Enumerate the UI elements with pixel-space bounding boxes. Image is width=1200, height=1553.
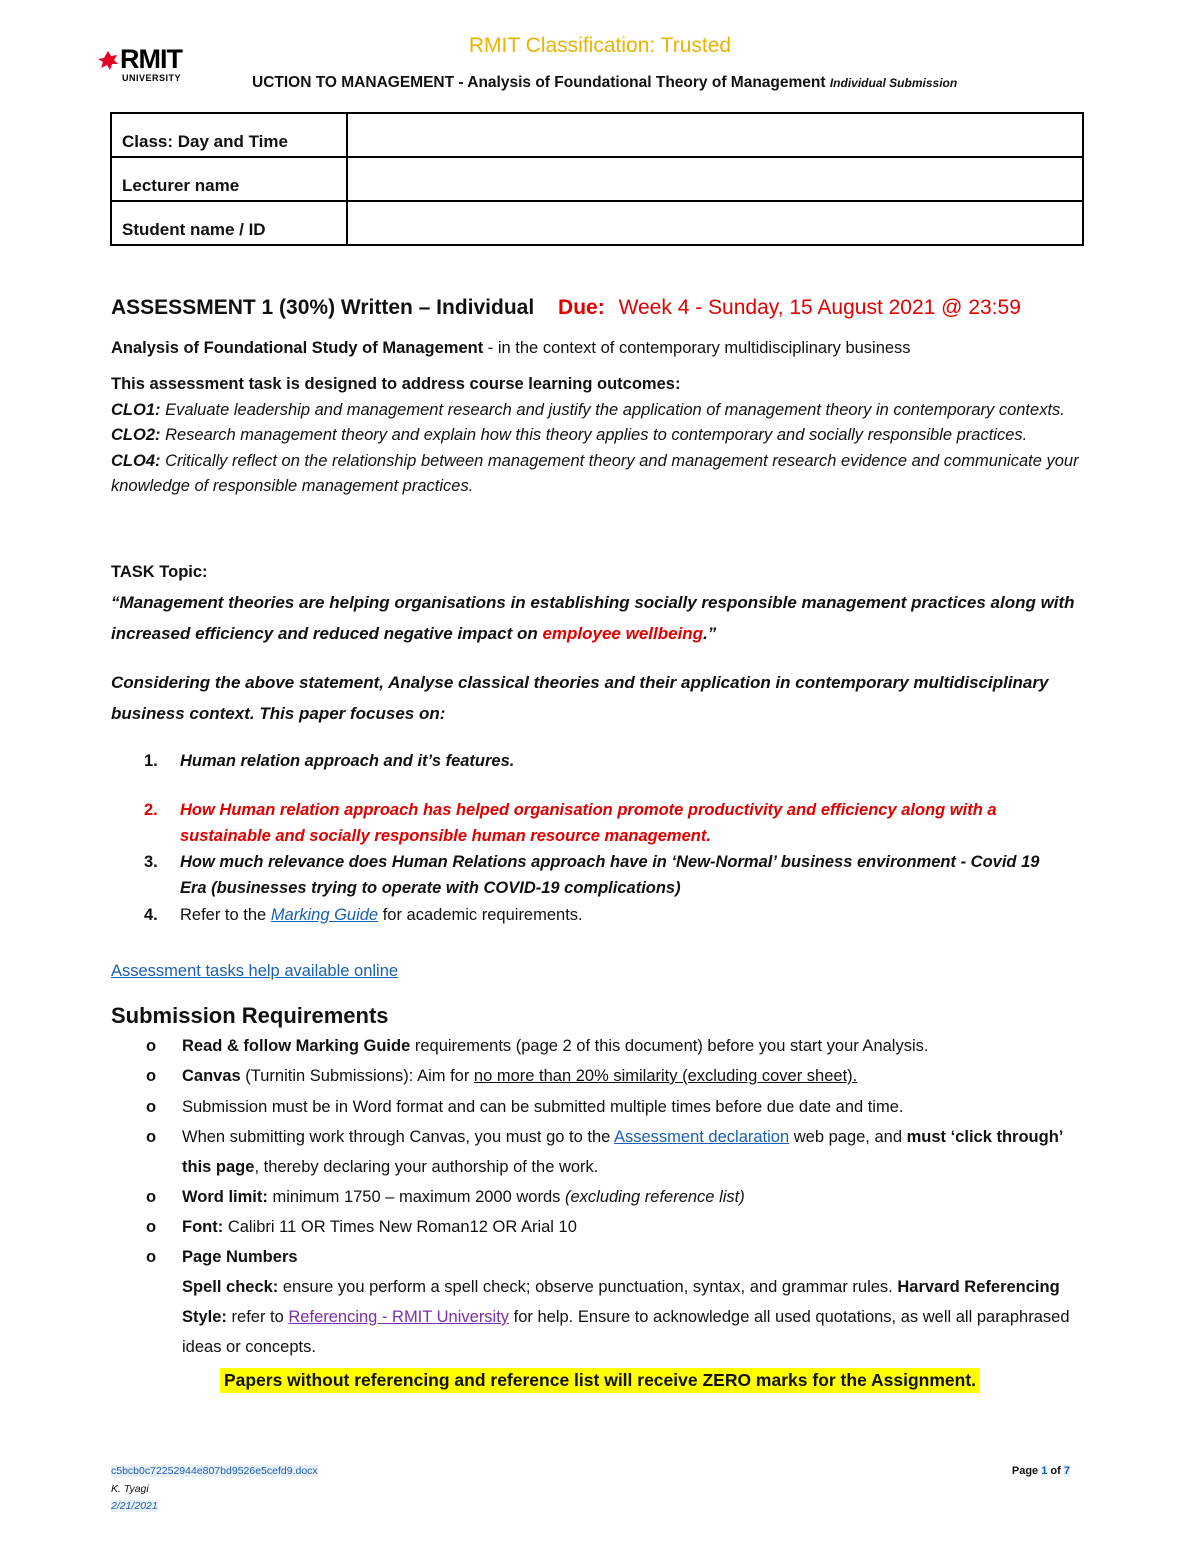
rmit-pixel-icon xyxy=(96,49,120,73)
list-item xyxy=(144,748,1060,774)
outcomes-intro: This assessment task is designed to address course learning outcomes: xyxy=(111,375,681,393)
req-bold: Word limit: xyxy=(182,1188,268,1206)
bullet-icon: o xyxy=(146,1067,157,1085)
student-label: Student name / ID xyxy=(111,201,347,245)
clo4-text: Critically reflect on the relationship between management theory and management research evidence and communicate your knowledge of responsible management practices. xyxy=(111,451,1079,495)
marking-guide-link[interactable]: Marking Guide xyxy=(270,906,379,924)
spell-check-paragraph xyxy=(182,1272,1082,1362)
list-item xyxy=(146,1182,1082,1212)
page-current: 1 xyxy=(1041,1465,1048,1477)
list-num: 2. xyxy=(144,801,158,819)
clo2-label: CLO2: xyxy=(111,426,161,444)
clo2 xyxy=(111,423,1086,449)
clo1 xyxy=(111,398,1086,424)
task-quote xyxy=(111,587,1086,649)
due-value: Week 4 - Sunday, 15 August 2021 @ 23:59 xyxy=(618,296,1021,319)
clo1-text: Evaluate leadership and management research and justify the application of management theory in contemporary contexts. xyxy=(160,400,1065,419)
notice-wrap xyxy=(0,1368,1200,1393)
analysis-rest: - in the context of contemporary multidisciplinary business xyxy=(483,339,911,357)
lecturer-value[interactable] xyxy=(347,157,1083,201)
req-bold: must ‘click through’ this page xyxy=(182,1128,1063,1176)
learning-outcomes xyxy=(111,372,1086,500)
zero-marks-notice: Papers without referencing and reference list will receive ZERO marks for the Assignment. xyxy=(220,1368,980,1393)
footer-filename: c5bcb0c72252944e807bd9526e5cefd9.docx xyxy=(111,1465,318,1477)
req-italic: (excluding reference list) xyxy=(564,1188,745,1206)
logo-sub: UNIVERSITY xyxy=(122,73,182,83)
analysis-bold: Analysis of Foundational Study of Management xyxy=(111,339,484,357)
footer-date: 2/21/2021 xyxy=(111,1500,158,1512)
list-item xyxy=(146,1031,1082,1061)
spell-text: ensure you perform a spell check; observe punctuation, syntax, and grammar rules. xyxy=(278,1278,898,1296)
submission-heading: Submission Requirements xyxy=(111,1003,389,1028)
clo4 xyxy=(111,449,1086,500)
logo-name: RMIT xyxy=(120,44,182,74)
quote-red: employee wellbeing xyxy=(542,624,704,643)
req-text: Submission must be in Word format and can be submitted multiple times before due date and time. xyxy=(182,1098,904,1116)
list-item xyxy=(146,1212,1082,1242)
page-of: of xyxy=(1050,1465,1061,1477)
student-info-table xyxy=(110,112,1084,246)
req-bold: Font: xyxy=(182,1218,224,1236)
list-item xyxy=(144,849,1060,901)
list-text: How much relevance does Human Relations approach have in ‘New-Normal’ business environment - Covid 19 Era (businesses trying to operate with COVID-19 complications) xyxy=(180,853,1040,897)
table-row xyxy=(111,201,1083,245)
bullet-icon: o xyxy=(146,1037,157,1055)
clo1-label: CLO1: xyxy=(111,400,161,419)
req-bold: Canvas xyxy=(182,1067,241,1085)
class-value[interactable] xyxy=(347,113,1083,157)
task-label xyxy=(111,560,1086,586)
footer-author: K. Tyagi xyxy=(111,1483,149,1495)
assessment-heading xyxy=(111,296,1021,320)
harvard-bold: Harvard Referencing Style: xyxy=(182,1278,1060,1326)
document-header-title xyxy=(252,74,957,92)
assessment-title: ASSESSMENT 1 (30%) Written – Individual xyxy=(111,296,535,319)
task-topic-label: TASK Topic: xyxy=(111,563,208,581)
help-link-line xyxy=(111,959,1086,985)
bullet-icon: o xyxy=(146,1098,157,1116)
spell-bold: Spell check: xyxy=(182,1278,279,1296)
list-item xyxy=(144,797,1060,849)
header-title-sub: Individual Submission xyxy=(829,76,958,90)
list-item xyxy=(146,1092,1082,1122)
list-num: 1. xyxy=(144,752,158,770)
bullet-icon: o xyxy=(146,1218,157,1236)
analysis-line xyxy=(111,336,1086,362)
req-text: minimum 1750 – maximum 2000 words xyxy=(267,1188,565,1206)
class-label: Class: Day and Time xyxy=(111,113,347,157)
considering-statement: Considering the above statement, Analyse classical theories and their application in contemporary multidisciplinary business context. This paper focuses on: xyxy=(111,673,1049,723)
student-value[interactable] xyxy=(347,201,1083,245)
req-bold: Read & follow Marking Guide xyxy=(182,1037,411,1055)
page-number xyxy=(1012,1465,1070,1477)
harvard-text: for help. Ensure to acknowledge all used quotations, as well all paraphrased ideas or concepts. xyxy=(182,1308,1070,1356)
lecturer-label: Lecturer name xyxy=(111,157,347,201)
list-num: 3. xyxy=(144,853,158,871)
list-item xyxy=(146,1061,1082,1091)
req-text: When submitting work through Canvas, you must go to the xyxy=(182,1128,614,1146)
bullet-icon: o xyxy=(146,1188,157,1206)
req-text: web page, and xyxy=(789,1128,907,1146)
quote-text: “Management theories are helping organisations in establishing socially responsible management practices along with increased efficiency and reduced negative impact on xyxy=(111,593,1075,643)
clo4-label: CLO4: xyxy=(111,451,161,470)
bullet-icon: o xyxy=(146,1248,157,1266)
bullet-icon: o xyxy=(146,1128,157,1146)
due-label: Due: xyxy=(558,296,605,319)
req-text: Calibri 11 OR Times New Roman12 OR Arial 10 xyxy=(223,1218,577,1236)
req-underline: no more than 20% similarity (excluding cover sheet). xyxy=(473,1067,858,1085)
rmit-logo xyxy=(96,44,206,88)
page-label: Page xyxy=(1011,1465,1039,1477)
list-num: 4. xyxy=(144,906,158,924)
header-title-main: UCTION TO MANAGEMENT - Analysis of Foundational Theory of Management xyxy=(252,74,826,91)
req-bold: Page Numbers xyxy=(182,1248,298,1266)
req-text: , thereby declaring your authorship of the work. xyxy=(254,1158,599,1176)
list-text: for academic requirements. xyxy=(378,906,583,924)
req-text: requirements (page 2 of this document) before you start your Analysis. xyxy=(410,1037,929,1055)
table-row xyxy=(111,157,1083,201)
quote-end: .” xyxy=(703,624,717,643)
table-row xyxy=(111,113,1083,157)
req-text: (Turnitin Submissions): Aim for xyxy=(240,1067,474,1085)
assessment-declaration-link[interactable]: Assessment declaration xyxy=(613,1128,790,1146)
list-text: How Human relation approach has helped organisation promote productivity and efficiency along with a sustainable and socially responsible human resource management. xyxy=(180,801,997,845)
list-text: Human relation approach and it’s features. xyxy=(180,752,515,770)
list-text: Refer to the xyxy=(180,906,271,924)
classification-label: RMIT Classification: Trusted xyxy=(468,34,732,57)
harvard-text: refer to xyxy=(226,1308,289,1326)
page-total: 7 xyxy=(1063,1465,1070,1477)
list-item xyxy=(146,1242,1082,1272)
list-item xyxy=(144,902,1060,928)
clo2-text: Research management theory and explain how this theory applies to contemporary and socially responsible practices. xyxy=(160,426,1028,444)
list-item xyxy=(146,1122,1082,1182)
assessment-help-link[interactable]: Assessment tasks help available online xyxy=(111,962,399,980)
referencing-link[interactable]: Referencing - RMIT University xyxy=(288,1308,510,1326)
